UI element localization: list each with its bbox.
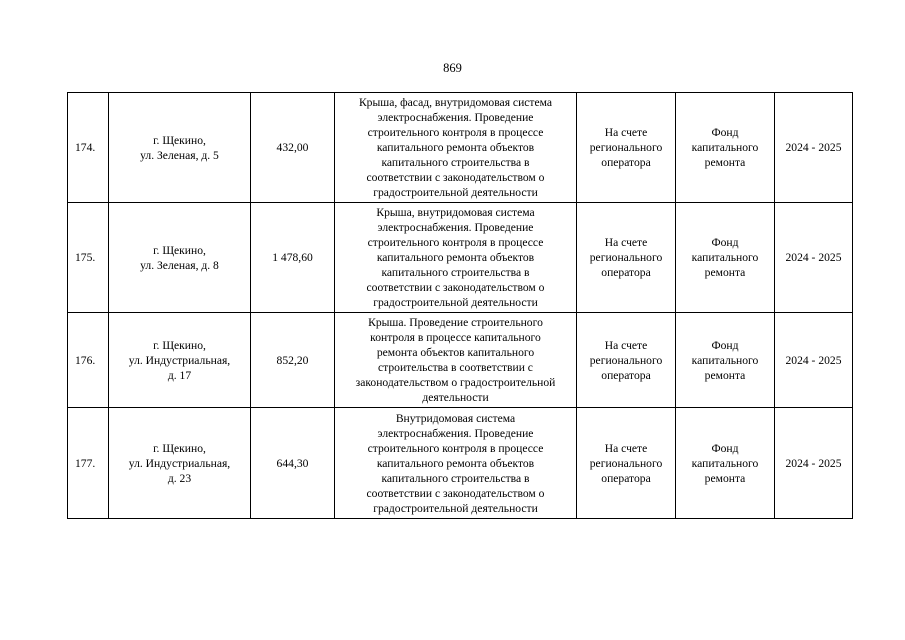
address-cell: г. Щекино, ул. Зеленая, д. 5 <box>109 93 251 203</box>
works-cell: Внутридомовая система электроснабжения. Проведение строительного контроля в процессе капитального ремонта объектов капитального строительства в соответствии с законодательством о градостроительной деятельности <box>335 408 577 519</box>
row-number: 176. <box>68 313 109 408</box>
row-number: 175. <box>68 203 109 313</box>
period-cell: 2024 - 2025 <box>775 313 853 408</box>
method-cell: На счете регионального оператора <box>577 203 676 313</box>
works-cell: Крыша, фасад, внутридомовая система электроснабжения. Проведение строительного контроля в процессе капитального ремонта объектов капитального строительства в соответствии с законодательством о градостроительной деятельности <box>335 93 577 203</box>
table-row <box>68 203 853 313</box>
area-cell: 1 478,60 <box>251 203 335 313</box>
source-cell: Фонд капитального ремонта <box>676 313 775 408</box>
address-cell: г. Щекино, ул. Индустриальная, д. 17 <box>109 313 251 408</box>
period-cell: 2024 - 2025 <box>775 408 853 519</box>
works-cell: Крыша, внутридомовая система электроснабжения. Проведение строительного контроля в процессе капитального ремонта объектов капитального строительства в соответствии с законодательством о градостроительной деятельности <box>335 203 577 313</box>
area-cell: 432,00 <box>251 93 335 203</box>
area-cell: 852,20 <box>251 313 335 408</box>
period-cell: 2024 - 2025 <box>775 93 853 203</box>
page-number: 869 <box>443 61 462 75</box>
table-row <box>68 313 853 408</box>
method-cell: На счете регионального оператора <box>577 313 676 408</box>
address-cell: г. Щекино, ул. Зеленая, д. 8 <box>109 203 251 313</box>
address-cell: г. Щекино, ул. Индустриальная, д. 23 <box>109 408 251 519</box>
source-cell: Фонд капитального ремонта <box>676 93 775 203</box>
period-cell: 2024 - 2025 <box>775 203 853 313</box>
source-cell: Фонд капитального ремонта <box>676 408 775 519</box>
area-cell: 644,30 <box>251 408 335 519</box>
row-number: 174. <box>68 93 109 203</box>
table-row <box>68 408 853 519</box>
method-cell: На счете регионального оператора <box>577 93 676 203</box>
row-number: 177. <box>68 408 109 519</box>
works-cell: Крыша. Проведение строительного контроля в процессе капитального ремонта объектов капитального строительства в соответствии с законодательством о градостроительной деятельности <box>335 313 577 408</box>
method-cell: На счете регионального оператора <box>577 408 676 519</box>
table-row <box>68 93 853 203</box>
source-cell: Фонд капитального ремонта <box>676 203 775 313</box>
capital-repair-table <box>67 92 853 519</box>
